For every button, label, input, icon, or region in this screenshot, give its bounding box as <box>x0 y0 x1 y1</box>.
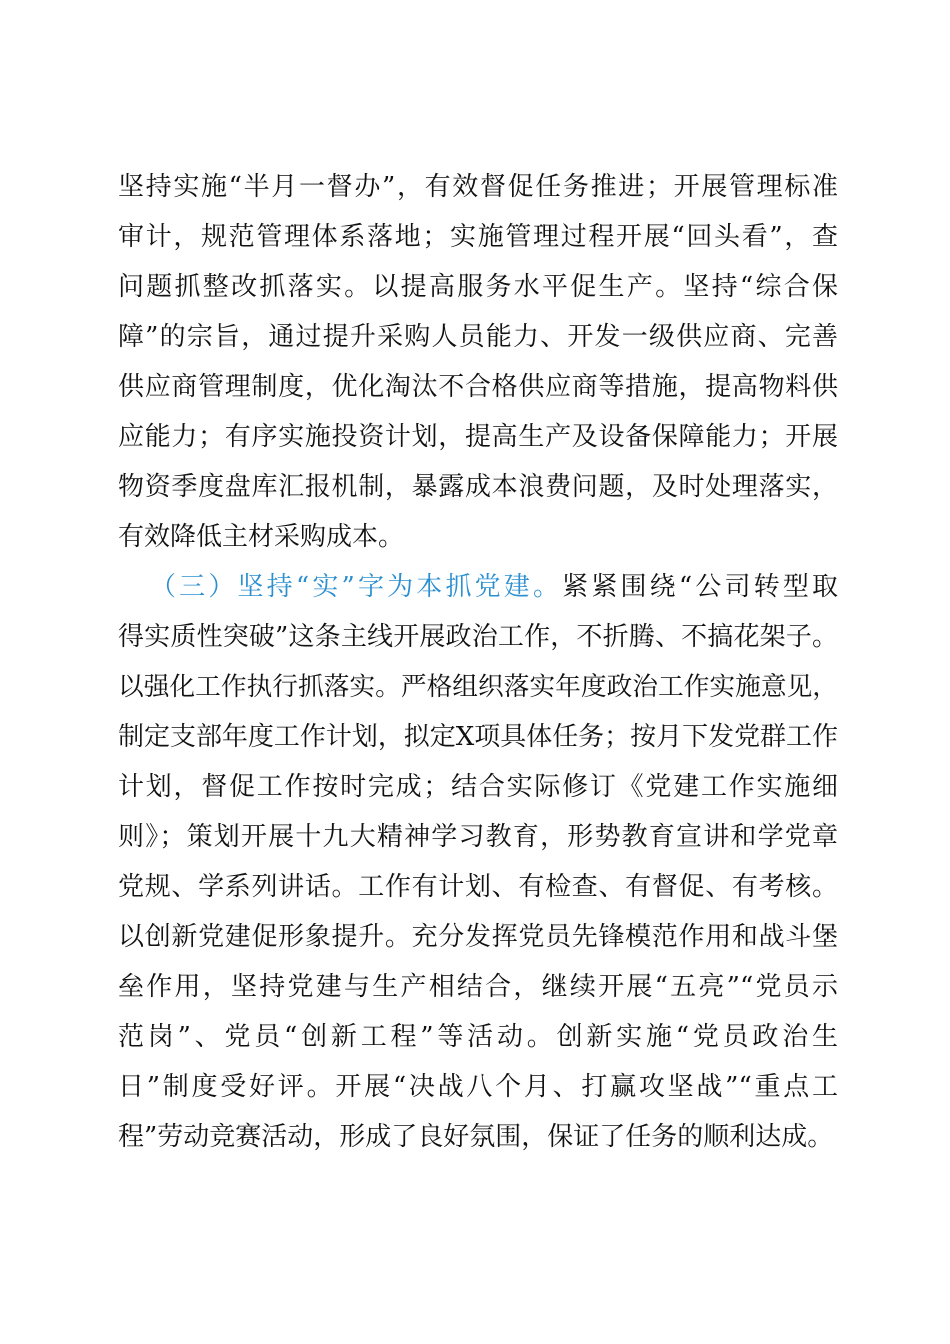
paragraph-line: 物资季度盘库汇报机制，暴露成本浪费问题，及时处理落实， <box>118 472 838 502</box>
paragraph-line: 障”的宗旨，通过提升采购人员能力、开发一级供应商、完善 <box>118 322 838 352</box>
paragraph-line: 坚持实施“半月一督办”，有效督促任务推进；开展管理标准 <box>118 172 838 202</box>
section-3-heading: （三）坚持“实”字为本抓党建。 <box>150 572 563 602</box>
paragraph-line: 以创新党建促形象提升。充分发挥党员先锋模范作用和战斗堡 <box>118 922 838 952</box>
paragraph-line: 有效降低主材采购成本。 <box>118 522 405 552</box>
paragraph-line: 日”制度受好评。开展“决战八个月、打赢攻坚战”“重点工 <box>118 1072 838 1102</box>
paragraph-line: 制定支部年度工作计划，拟定X项具体任务；按月下发党群工作 <box>118 722 838 752</box>
paragraph-line: 问题抓整改抓落实。以提高服务水平促生产。坚持“综合保 <box>118 272 838 302</box>
paragraph-line: 得实质性突破”这条主线开展政治工作，不折腾、不搞花架子。 <box>118 622 838 652</box>
paragraph-line: 以强化工作执行抓落实。严格组织落实年度政治工作实施意见， <box>118 672 838 702</box>
paragraph-line: 范岗”、党员“创新工程”等活动。创新实施“党员政治生 <box>118 1022 838 1052</box>
paragraph-line: 党规、学系列讲话。工作有计划、有检查、有督促、有考核。 <box>118 872 838 902</box>
section-3-first-line <box>118 562 838 612</box>
paragraph-line: 垒作用，坚持党建与生产相结合，继续开展“五亮”“党员示 <box>118 972 838 1002</box>
paragraph-line: 程”劳动竞赛活动，形成了良好氛围，保证了任务的顺利达成。 <box>118 1122 834 1152</box>
paragraph-line: 应能力；有序实施投资计划，提高生产及设备保障能力；开展 <box>118 422 838 452</box>
paragraph-line: 审计，规范管理体系落地；实施管理过程开展“回头看”，查 <box>118 222 838 252</box>
paragraph-line: 计划，督促工作按时完成；结合实际修订《党建工作实施细 <box>118 772 838 802</box>
document-body <box>118 162 838 1162</box>
paragraph-line: 供应商管理制度，优化淘汰不合格供应商等措施，提高物料供 <box>118 372 838 402</box>
section-3-first-line-text: 紧紧围绕“公司转型取 <box>562 572 838 602</box>
paragraph-line: 则》；策划开展十九大精神学习教育，形势教育宣讲和学党章 <box>118 822 838 852</box>
